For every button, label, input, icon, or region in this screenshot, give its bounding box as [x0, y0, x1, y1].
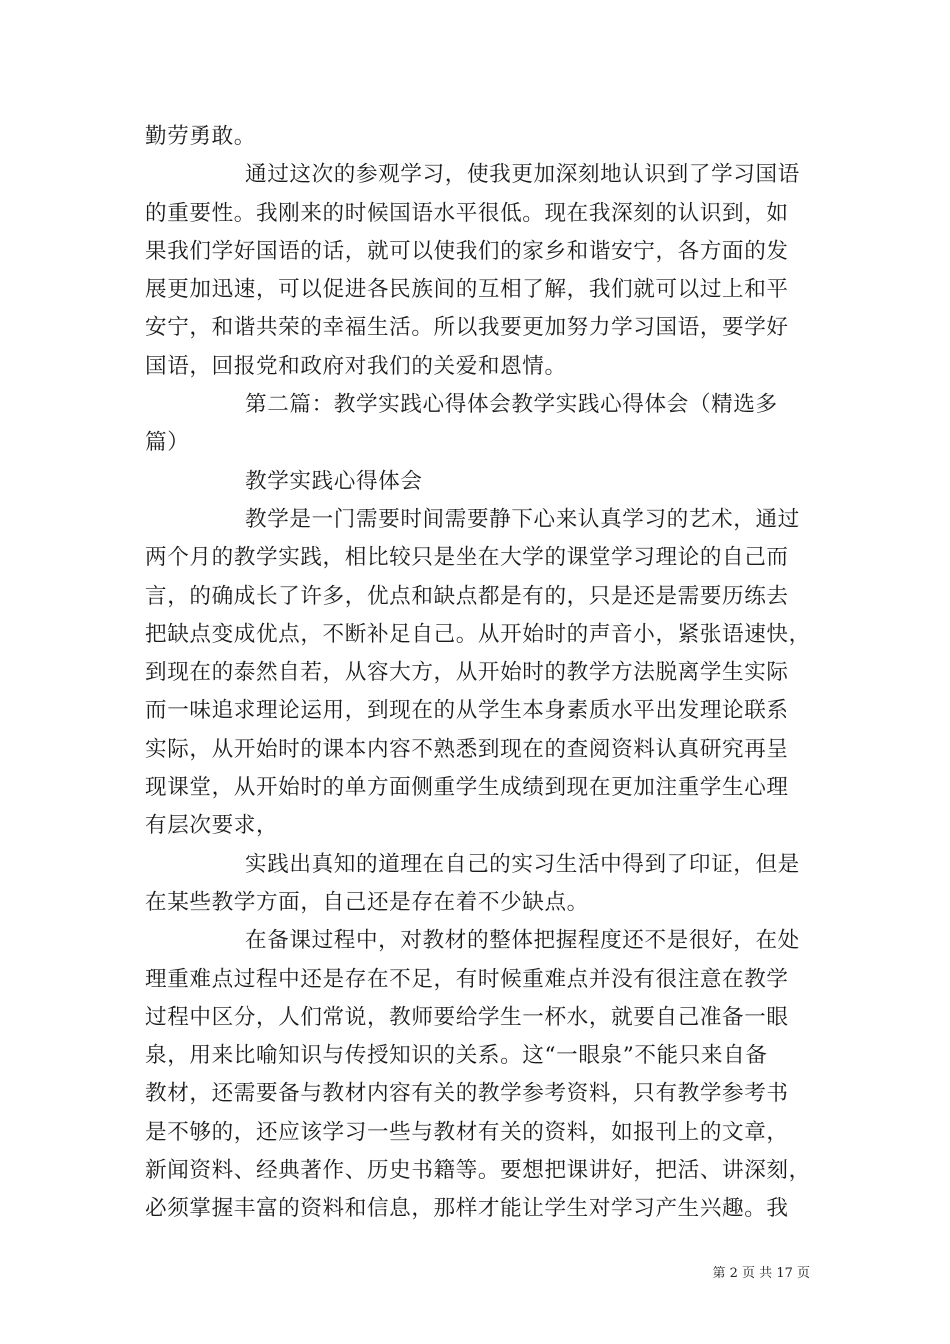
text-line: 泉，用来比喻知识与传授知识的关系。这“一眼泉”不能只来自备 [145, 1043, 768, 1069]
text-line: 的重要性。我刚来的时候国语水平很低。现在我深刻的认识到，如 [145, 200, 789, 226]
page-footer: 第 2 页 共 17 页 [712, 1266, 810, 1281]
text-line: 勤劳勇敢。 [145, 124, 256, 149]
text-line: 必须掌握丰富的资料和信息，那样才能让学生对学习产生兴趣。我 [145, 1196, 789, 1222]
text-line: 把缺点变成优点，不断补足自己。从开始时的声音小，紧张语速快， [145, 621, 811, 647]
text-line: 教学实践心得体会 [245, 468, 423, 494]
text-line: 第二篇：教学实践心得体会教学实践心得体会（精选多 [245, 392, 778, 418]
text-line: 在备课过程中，对教材的整体把握程度还不是很好，在处 [245, 928, 800, 954]
text-line: 在某些教学方面，自己还是存在着不少缺点。 [145, 889, 589, 915]
text-line: 果我们学好国语的话，就可以使我们的家乡和谐安宁，各方面的发 [145, 238, 789, 264]
text-line: 而一味追求理论运用，到现在的从学生本身素质水平出发理论联系 [145, 698, 789, 724]
text-line: 是不够的，还应该学习一些与教材有关的资料，如报刊上的文章， [145, 1119, 789, 1145]
text-line: 两个月的教学实践，相比较只是坐在大学的课堂学习理论的自己而 [145, 545, 789, 571]
text-line: 篇） [145, 430, 190, 456]
text-line: 展更加迅速，可以促进各民族间的互相了解，我们就可以过上和平 [145, 277, 789, 303]
text-line: 言，的确成长了许多，优点和缺点都是有的，只是还是需要历练去 [145, 583, 789, 609]
text-line: 实践出真知的道理在自己的实习生活中得到了印证，但是 [245, 851, 800, 877]
text-line: 国语，回报党和政府对我们的关爱和恩情。 [145, 353, 567, 379]
text-line: 到现在的泰然自若，从容大方，从开始时的教学方法脱离学生实际 [145, 660, 789, 686]
document-body [145, 118, 810, 1229]
text-line: 新闻资料、经典著作、历史书籍等。要想把课讲好，把活、讲深刻， [145, 1158, 811, 1184]
text-line: 教学是一门需要时间需要静下心来认真学习的艺术，通过 [245, 506, 800, 532]
text-line: 通过这次的参观学习，使我更加深刻地认识到了学习国语 [245, 162, 800, 188]
text-line: 有层次要求， [145, 813, 279, 839]
text-line: 安宁，和谐共荣的幸福生活。所以我要更加努力学习国语，要学好 [145, 315, 789, 341]
text-line: 过程中区分，人们常说，教师要给学生一杯水，就要自己准备一眼 [145, 1004, 789, 1030]
text-line: 现课堂，从开始时的单方面侧重学生成绩到现在更加注重学生心理 [145, 775, 789, 801]
text-line: 实际，从开始时的课本内容不熟悉到现在的查阅资料认真研究再呈 [145, 736, 789, 762]
text-line: 理重难点过程中还是存在不足，有时候重难点并没有很注意在教学 [145, 966, 789, 992]
text-line: 教材，还需要备与教材内容有关的教学参考资料，只有教学参考书 [145, 1081, 789, 1107]
